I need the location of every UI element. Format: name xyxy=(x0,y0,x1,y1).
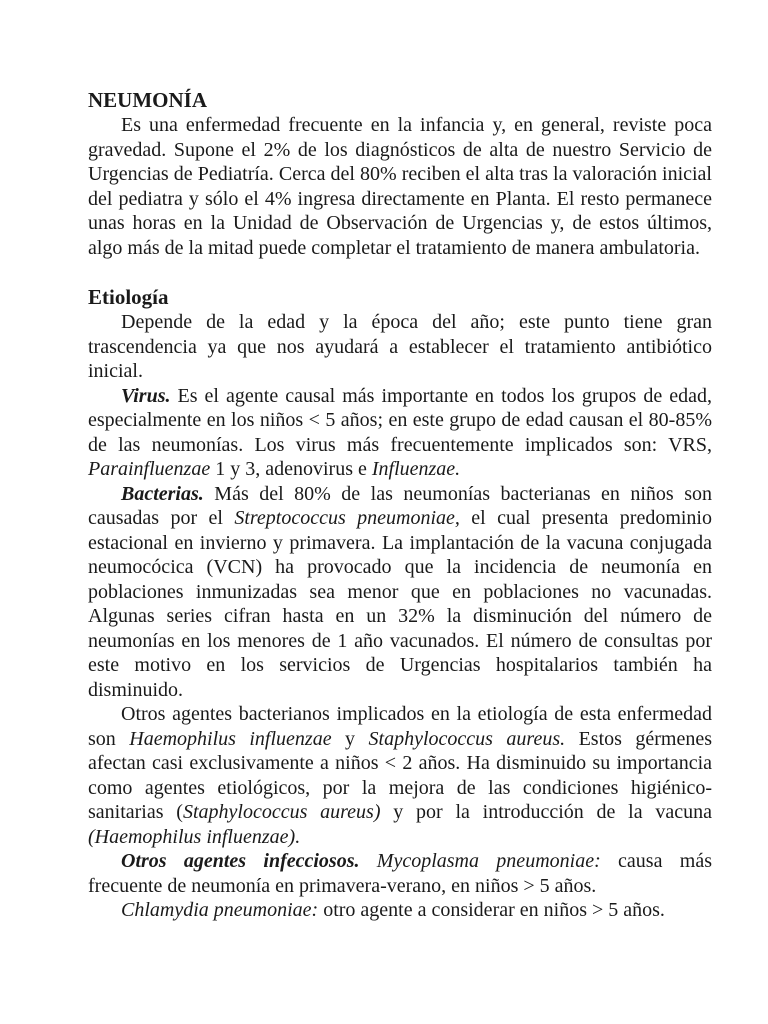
bacterias-paragraph xyxy=(88,482,712,703)
otros-bact-text-4: y por la introducción de la vacuna xyxy=(380,801,713,823)
bacterias-text-2: el cual presenta predominio estacional en invierno y primavera. La implantación de la vacuna conjugada neumocócica (VCN) ha provocado que la incidencia de neumonía en poblaciones inmunizadas sea menor que en poblaciones no vacunadas. Algunas series cifran hasta en un 32% la disminución del número de neumonías en los menores de 1 año vacunados. El número de consultas por este motivo en los servicios de Urgencias hospitalarios también ha disminuido. xyxy=(88,507,712,701)
otros-inf-label: Otros agentes infecciosos. xyxy=(121,850,360,872)
virus-italic-2: Influenzae. xyxy=(371,458,461,480)
bacterias-italic-1: Streptococcus pneumoniae, xyxy=(234,507,460,529)
virus-text-2: 1 y 3, adenovirus e xyxy=(210,458,372,480)
otros-bact-italic-3: Staphylococcus aureus) xyxy=(182,801,381,823)
bacterias-label: Bacterias. xyxy=(121,482,204,505)
etiologia-paragraph: Depende de la edad y la época del año; este punto tiene gran trascendencia ya que nos ayudará a establecer el tratamiento antibiótico inicial. xyxy=(88,311,712,382)
virus-paragraph xyxy=(88,384,712,482)
chlamydia-italic-1: Chlamydia pneumoniae: xyxy=(121,899,319,921)
section-title-etiologia: Etiología xyxy=(88,285,169,309)
otros-bact-text-3: Estos gérmenes afectan casi exclusivamente a niños < 2 años. Ha disminuido su importancia como agentes etiológicos, por la mejora de las condiciones higiénico-sanitarias ( xyxy=(88,727,713,823)
otros-bact-text-1: Otros agentes bacterianos implicados en la etiología de esta enfermedad son xyxy=(88,703,712,750)
otros-infecciosos-paragraph xyxy=(88,849,712,898)
otros-bact-italic-2: Staphylococcus aureus. xyxy=(368,727,566,750)
virus-label: Virus. xyxy=(121,384,171,407)
intro-paragraph: Es una enfermedad frecuente en la infancia y, en general, reviste poca gravedad. Supone el 2% de los diagnósticos de alta de nuestro Servicio de Urgencias de Pediatría. Cerca del 80% reciben el alta tras la valoración inicial del pediatra y sólo el 4% ingresa directamente en Planta. El resto permanece unas horas en la Unidad de Observación de Urgencias y, de estos últimos, algo más de la mitad puede completar el tratamiento de manera ambulatoria. xyxy=(88,114,712,259)
bacterias-text-1: Más del 80% de las neumonías bacterianas en niños son causadas por el xyxy=(88,482,712,529)
otros-bacterianos-paragraph xyxy=(88,702,712,849)
otros-inf-text-1: causa más frecuente de neumonía en primavera-verano, en niños > 5 años. xyxy=(88,850,712,897)
chlamydia-paragraph xyxy=(88,898,712,923)
virus-italic-1: Parainfluenzae xyxy=(88,458,211,480)
chlamydia-text-1: otro agente a considerar en niños > 5 años. xyxy=(318,899,665,921)
virus-text-1: Es el agente causal más importante en todos los grupos de edad, especialmente en los niños < 5 años; en este grupo de edad causan el 80-85% de las neumonías. Los virus más frecuentemente implicados son: VRS, xyxy=(88,384,712,456)
otros-inf-italic-1: Mycoplasma pneumoniae: xyxy=(359,850,601,872)
otros-bact-italic-4: (Haemophilus influenzae). xyxy=(88,825,301,848)
section-title-neumonia: NEUMONÍA xyxy=(88,88,207,112)
otros-bact-text-2: y xyxy=(331,727,369,750)
otros-bact-italic-1: Haemophilus influenzae xyxy=(129,727,332,750)
